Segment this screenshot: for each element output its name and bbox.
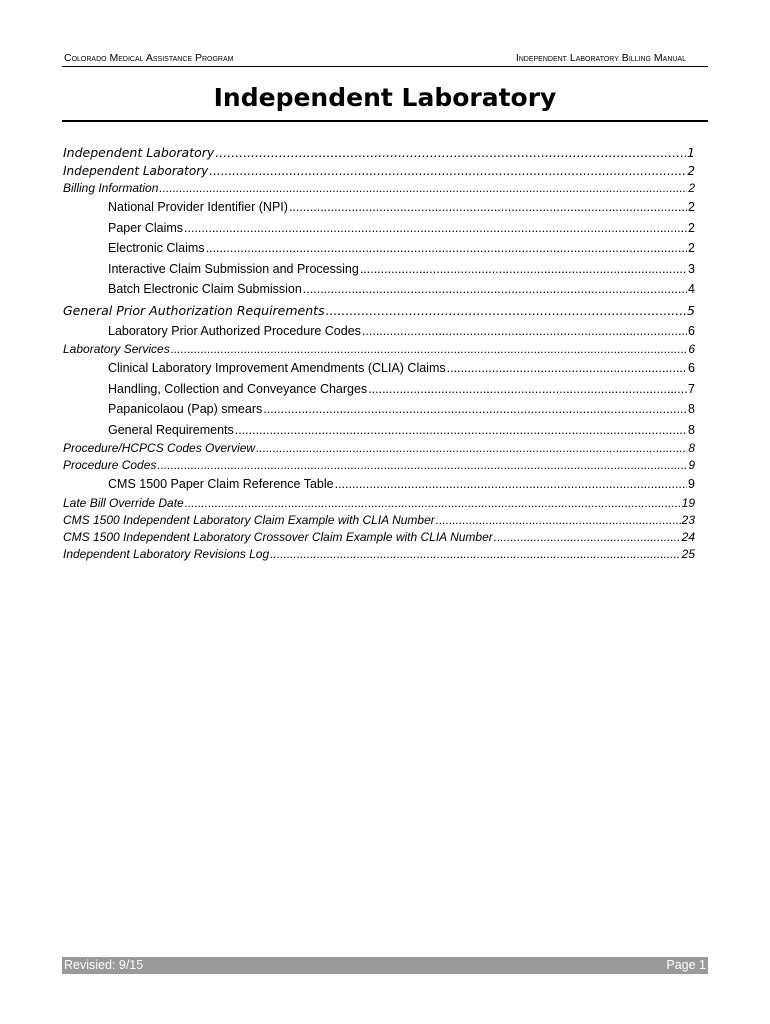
toc-entry-page: 8 bbox=[688, 402, 695, 416]
toc-entry-label: Billing Information bbox=[63, 181, 159, 195]
toc-entry-label: General Prior Authorization Requirements bbox=[63, 302, 325, 318]
toc-entry-page: 1 bbox=[687, 145, 695, 160]
toc-leader-dots bbox=[206, 238, 687, 259]
toc-entry-label: Late Bill Override Date bbox=[63, 495, 184, 510]
toc-entry-page: 6 bbox=[688, 323, 695, 338]
toc-entry-page: 6 bbox=[688, 361, 695, 375]
toc-entry-label: Batch Electronic Claim Submission bbox=[108, 282, 302, 296]
page-header bbox=[62, 52, 708, 67]
toc-entry-page: 9 bbox=[688, 458, 695, 472]
toc-entry[interactable] bbox=[63, 420, 695, 441]
toc-entry[interactable] bbox=[63, 495, 695, 512]
toc-leader-dots bbox=[303, 279, 687, 300]
toc-leader-dots bbox=[235, 420, 687, 441]
toc-entry-page: 2 bbox=[688, 220, 695, 235]
toc-entry[interactable] bbox=[63, 300, 695, 321]
toc-entry-page: 6 bbox=[688, 342, 695, 356]
toc-leader-dots bbox=[184, 218, 687, 239]
toc-entry[interactable] bbox=[63, 399, 695, 420]
toc-leader-dots bbox=[447, 358, 687, 379]
toc-entry[interactable] bbox=[63, 379, 695, 400]
toc-entry-page: 2 bbox=[687, 164, 695, 178]
toc-entry[interactable] bbox=[63, 474, 695, 495]
toc-entry-page: 25 bbox=[681, 546, 695, 561]
toc-entry-label: Independent Laboratory bbox=[63, 145, 215, 160]
toc-entry-page: 5 bbox=[687, 302, 695, 318]
toc-entry-label: CMS 1500 Paper Claim Reference Table bbox=[108, 477, 334, 491]
toc-entry-label: Procedure Codes bbox=[63, 458, 157, 472]
toc-entry-page: 19 bbox=[681, 495, 695, 510]
toc-entry[interactable] bbox=[63, 279, 695, 300]
toc-entry[interactable] bbox=[63, 238, 695, 259]
toc-leader-dots bbox=[159, 180, 687, 197]
toc-leader-dots bbox=[326, 300, 686, 321]
toc-entry-label: General Requirements bbox=[108, 422, 234, 437]
toc-entry[interactable] bbox=[63, 457, 695, 474]
toc-entry-label: CMS 1500 Independent Laboratory Claim Example with CLIA Number bbox=[63, 512, 435, 527]
toc-leader-dots bbox=[335, 474, 687, 495]
toc-leader-dots bbox=[171, 341, 688, 358]
toc-leader-dots bbox=[289, 197, 687, 218]
toc-entry-page: 2 bbox=[688, 181, 695, 195]
toc-leader-dots bbox=[215, 142, 686, 163]
toc-entry[interactable] bbox=[63, 142, 695, 163]
document-title: Independent Laboratory bbox=[62, 82, 708, 122]
toc-entry[interactable] bbox=[63, 163, 695, 180]
toc-entry-page: 8 bbox=[688, 422, 695, 437]
toc-entry-page: 2 bbox=[688, 241, 695, 255]
toc-entry[interactable] bbox=[63, 512, 695, 529]
toc-leader-dots bbox=[362, 321, 687, 342]
header-manual-name: Independent Laboratory Billing Manual bbox=[515, 52, 686, 64]
toc-entry-page: 8 bbox=[688, 441, 695, 455]
toc-leader-dots bbox=[263, 399, 687, 420]
toc-entry-label: Procedure/HCPCS Codes Overview bbox=[63, 441, 256, 455]
toc-entry-label: Independent Laboratory Revisions Log bbox=[63, 546, 270, 561]
footer-revised-date: Revisied: 9/15 bbox=[64, 958, 144, 972]
toc-entry-label: National Provider Identifier (NPI) bbox=[108, 200, 288, 214]
toc-entry-label: Laboratory Services bbox=[63, 342, 170, 356]
toc-entry[interactable] bbox=[63, 358, 695, 379]
table-of-contents bbox=[63, 142, 695, 563]
toc-entry-page: 9 bbox=[688, 477, 695, 491]
toc-entry[interactable] bbox=[63, 341, 695, 358]
toc-entry-label: Interactive Claim Submission and Processing bbox=[108, 261, 359, 276]
toc-entry-page: 7 bbox=[688, 381, 695, 396]
toc-entry-page: 24 bbox=[681, 529, 695, 544]
toc-entry-page: 4 bbox=[688, 282, 695, 296]
toc-leader-dots bbox=[157, 457, 687, 474]
toc-entry-label: CMS 1500 Independent Laboratory Crossover Claim Example with CLIA Number bbox=[63, 529, 493, 544]
toc-leader-dots bbox=[209, 163, 686, 180]
toc-leader-dots bbox=[360, 259, 687, 280]
footer-page-number: Page 1 bbox=[666, 958, 706, 972]
toc-entry-label: Papanicolaou (Pap) smears bbox=[108, 402, 263, 416]
toc-entry[interactable] bbox=[63, 440, 695, 457]
toc-entry-label: Paper Claims bbox=[108, 220, 184, 235]
toc-entry-page: 3 bbox=[688, 261, 695, 276]
toc-entry[interactable] bbox=[63, 218, 695, 239]
toc-leader-dots bbox=[494, 529, 681, 546]
toc-entry-page: 23 bbox=[681, 512, 695, 527]
toc-entry[interactable] bbox=[63, 197, 695, 218]
toc-entry-label: Handling, Collection and Conveyance Charges bbox=[108, 381, 368, 396]
page-footer bbox=[62, 957, 708, 974]
toc-leader-dots bbox=[436, 512, 681, 529]
header-program-name: Colorado Medical Assistance Program bbox=[64, 52, 234, 64]
toc-entry[interactable] bbox=[63, 529, 695, 546]
toc-entry-label: Laboratory Prior Authorized Procedure Codes bbox=[108, 323, 361, 338]
toc-entry-label: Electronic Claims bbox=[108, 241, 205, 255]
toc-leader-dots bbox=[185, 495, 681, 512]
toc-leader-dots bbox=[368, 379, 687, 400]
toc-leader-dots bbox=[270, 546, 680, 563]
toc-entry-page: 2 bbox=[688, 200, 695, 214]
toc-leader-dots bbox=[256, 440, 687, 457]
toc-entry[interactable] bbox=[63, 259, 695, 280]
toc-entry[interactable] bbox=[63, 321, 695, 342]
toc-entry[interactable] bbox=[63, 180, 695, 197]
toc-entry-label: Independent Laboratory bbox=[63, 164, 209, 178]
toc-entry-label: Clinical Laboratory Improvement Amendments (CLIA) Claims bbox=[108, 361, 446, 375]
toc-entry[interactable] bbox=[63, 546, 695, 563]
